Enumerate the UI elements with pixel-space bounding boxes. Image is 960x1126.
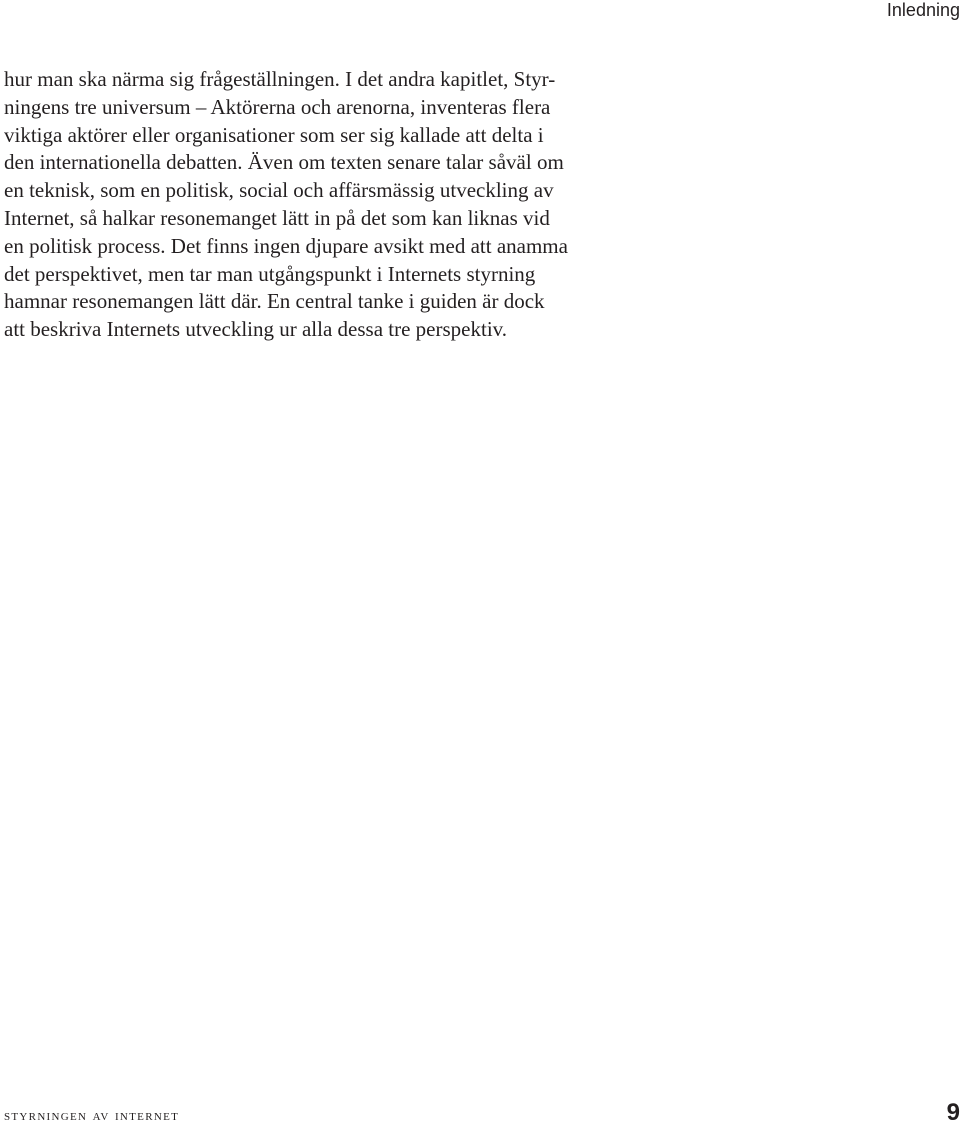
text-line: Internet, så halkar resonemanget lätt in på det som kan liknas vid	[4, 205, 550, 230]
text-line: en politisk process. Det finns ingen djupare avsikt med att anamma	[4, 233, 568, 258]
text-line: viktiga aktörer eller organisationer som ser sig kallade att delta i	[4, 122, 544, 147]
page-number: 9	[946, 1099, 960, 1126]
running-head: Inledning	[886, 0, 960, 20]
body-text	[4, 66, 664, 344]
text-line: en teknisk, som en politisk, social och affärsmässig utveckling av	[4, 178, 554, 203]
text-line: ningens tre universum – Aktörerna och arenorna, inventeras flera	[4, 94, 551, 119]
text-line: det perspektivet, men tar man utgångspunkt i Internets styrning	[4, 261, 536, 286]
paragraph	[4, 66, 664, 344]
text-line: att beskriva Internets utveckling ur alla dessa tre perspektiv.	[4, 317, 508, 342]
footer-book-title: styrningen av internet	[4, 1107, 180, 1124]
text-line: hamnar resonemangen lätt där. En central tanke i guiden är dock	[4, 289, 545, 314]
text-line: hur man ska närma sig frågeställningen. I det andra kapitlet, Styr-	[4, 67, 556, 91]
text-line: den internationella debatten. Även om texten senare talar såväl om	[4, 150, 564, 175]
